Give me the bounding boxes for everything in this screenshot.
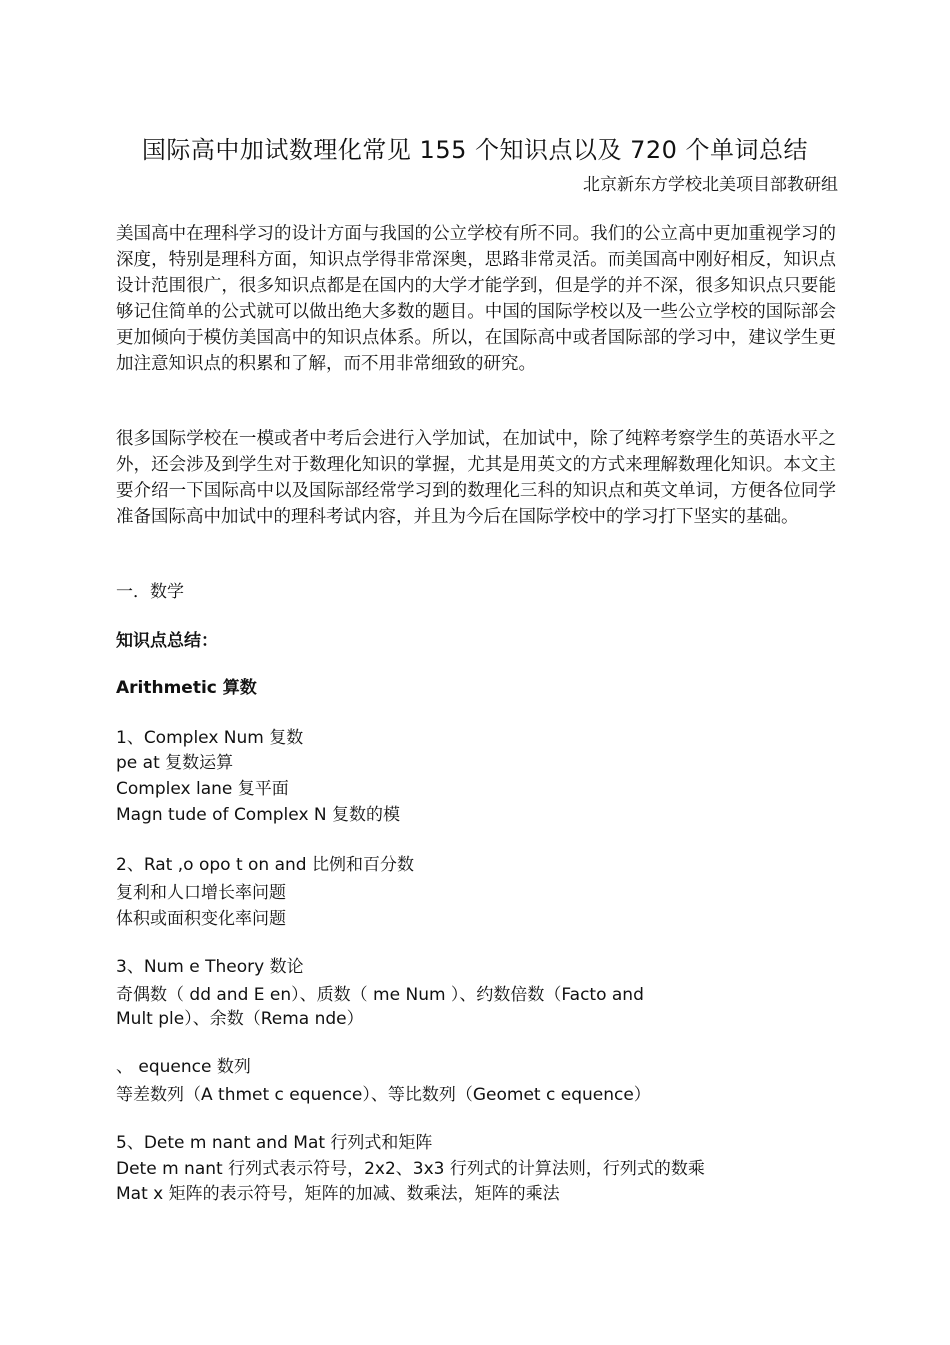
list-item: 、 equence 数列: [116, 1057, 251, 1077]
arithmetic-heading: Arithmetic 算数: [116, 678, 257, 698]
document-subtitle: 北京新东方学校北美项目部教研组: [583, 175, 838, 195]
section-heading: 一．数学: [116, 582, 184, 602]
list-item: Mat x 矩阵的表示符号，矩阵的加减、数乘法，矩阵的乘法: [116, 1184, 560, 1204]
list-item: 等差数列（A thmet c equence）、等比数列（Geomet c equence）: [116, 1085, 651, 1105]
list-item: Magn tude of Complex N 复数的模: [116, 805, 401, 825]
list-item: Complex lane 复平面: [116, 779, 289, 799]
intro-paragraph: 很多国际学校在一模或者中考后会进行入学加试，在加试中，除了纯粹考察学生的英语水平之外，还会涉及到学生对于数理化知识的掌握，尤其是用英文的方式来理解数理化知识。本文主要介绍一下国际高中以及国际部经常学习到的数理化三科的知识点和英文单词，方便各位同学准备国际高中加试中的理科考试内容，并且为今后在国际学校中的学习打下坚实的基础。: [116, 429, 836, 527]
list-item: 复利和人口增长率问题: [116, 883, 286, 903]
list-item: 2、Rat ,o opo t on and 比例和百分数: [116, 855, 414, 875]
document-title: 国际高中加试数理化常见 155 个知识点以及 720 个单词总结: [141, 136, 809, 164]
list-item: 奇偶数（ dd and E en）、质数（ me Num ）、约数倍数（Facto and: [116, 985, 644, 1005]
intro-paragraph: 美国高中在理科学习的设计方面与我国的公立学校有所不同。我们的公立高中更加重视学习的深度，特别是理科方面，知识点学得非常深奥，思路非常灵活。而美国高中刚好相反，知识点设计范围很广，很多知识点都是在国内的大学才能学到，但是学的并不深，很多知识点只要能够记住简单的公式就可以做出绝大多数的题目。中国的国际学校以及一些公立学校的国际部会更加倾向于模仿美国高中的知识点体系。所以，在国际高中或者国际部的学习中，建议学生更加注意知识点的积累和了解，而不用非常细致的研究。: [116, 224, 836, 374]
list-item: 体积或面积变化率问题: [116, 909, 286, 929]
list-item: Mult ple）、余数（Rema nde）: [116, 1009, 364, 1029]
knowledge-heading: 知识点总结：: [116, 631, 218, 651]
list-item: 3、Num e Theory 数论: [116, 957, 304, 977]
list-item: pe at 复数运算: [116, 753, 234, 773]
list-item: 1、Complex Num 复数: [116, 728, 304, 748]
list-item: 5、Dete m nant and Mat 行列式和矩阵: [116, 1133, 433, 1153]
list-item: Dete m nant 行列式表示符号，2x2、3x3 行列式的计算法则，行列式的数乘: [116, 1159, 705, 1179]
